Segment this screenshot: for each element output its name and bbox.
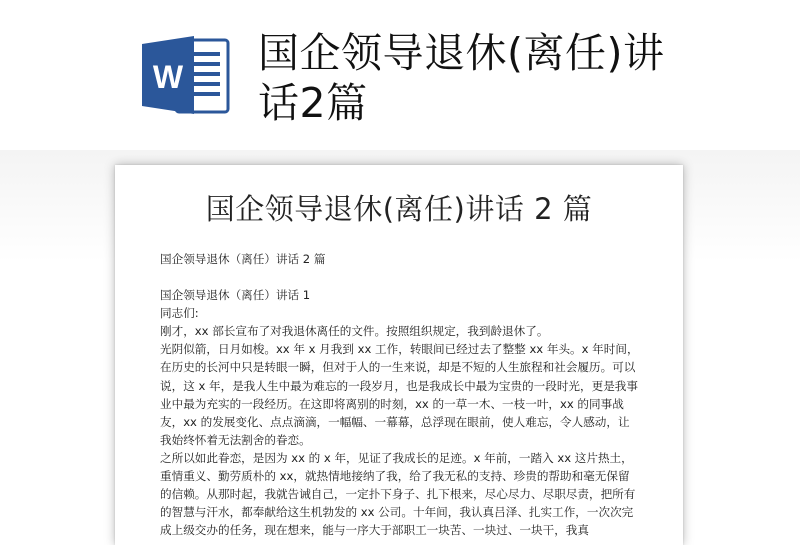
header — [0, 0, 800, 150]
paragraph: 刚才，xx 部长宣布了对我退休离任的文件。按照组织规定，我到龄退休了。 — [160, 324, 549, 339]
word-icon — [142, 34, 232, 116]
page-title: 国企领导退休(离任)讲话2篇 — [258, 29, 665, 127]
document-body — [160, 250, 640, 539]
paragraph: 光阴似箭，日月如梭。xx 年 x 月我到 xx 工作，转眼间已经过去了整整 xx 年头。x 年时间，在历史的长河中只是转眼一瞬，但对于人的一生来说，却是不短的人生旅程和社会履历。可以说，这 x 年，是我人生中最为难忘的一段岁月，也是我成长中最为宝贵的一段时光，更是我事业中最为充实的一段经历。在这即将离别的时刻，xx 的一草一木、一枝一叶，xx 的同事战友，xx 的发展变化、点点滴滴，一幅幅、一幕幕，总浮现在眼前，使人难忘，令人感动，让我始终怀着无法割舍的眷恋。 — [160, 342, 639, 447]
salutation: 同志们: — [160, 306, 199, 321]
paragraph-gap — [160, 268, 640, 286]
paragraph: 之所以如此眷恋，是因为 xx 的 x 年，见证了我成长的足迹。x 年前，一踏入 xx 这片热土，重情重义、勤劳质朴的 xx，就热情地接纳了我，给了我无私的支持、珍贵的帮助和毫无保留的信赖。从那时起，我就告诫自己，一定扑下身子、扎下根来，尽心尽力、尽职尽责，把所有的智慧与汗水，都奉献给这生机勃发的 xx 公司。十年间，我认真吕泽、扎实工作，一次次完成上级交办的任务，现在想来，能与一序大于部职工一块苦、一块过、一块干，我真 — [160, 450, 636, 538]
doc-subtitle: 国企领导退休（离任）讲话 2 篇 — [160, 252, 326, 266]
word-icon-letter: W — [152, 59, 184, 95]
speech-heading: 国企领导退休（离任）讲话 1 — [160, 288, 311, 303]
document-title: 国企领导退休(离任)讲话 2 篇 — [205, 192, 593, 226]
document-page — [115, 165, 683, 545]
